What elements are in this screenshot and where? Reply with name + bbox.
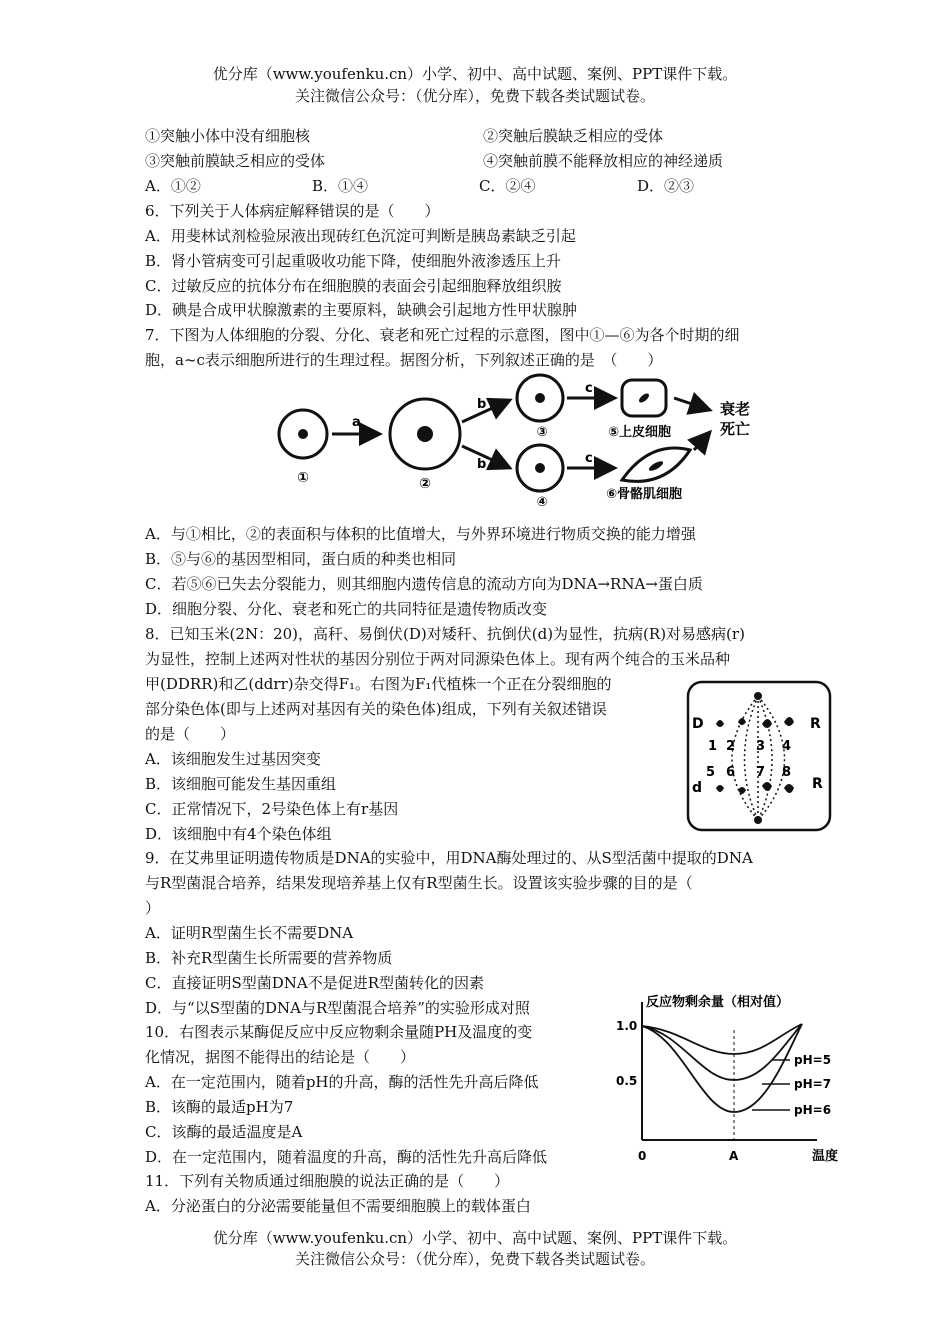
chromosome-5-label: 5 — [706, 765, 716, 780]
q10-option-a: A．在一定范围内，随着pH的升高，酶的活性先升高后降低 — [145, 1073, 539, 1091]
q8-option-d: D．该细胞中有4个染色体组 — [145, 825, 332, 843]
q10-stem-line1: 10．右图表示某酶促反应中反应物剩余量随PH及温度的变 — [145, 1023, 533, 1041]
q5-option-a: A．①② — [145, 177, 201, 195]
q9-option-d: D．与“以S型菌的DNA与R型菌混合培养”的实验形成对照 — [145, 999, 530, 1017]
q8-stem-line5: 的是（ ） — [145, 725, 236, 743]
q5-option-c: C．②④ — [479, 177, 536, 195]
cell-process-diagram — [270, 370, 770, 510]
gene-d-label: d — [692, 780, 703, 796]
q9-option-c: C．直接证明S型菌DNA不是促进R型菌转化的因素 — [145, 974, 485, 992]
q7-stem-line2: 胞，a~c表示细胞所进行的生理过程。据图分析，下列叙述正确的是 （ ） — [145, 351, 663, 369]
q7-option-d: D．细胞分裂、分化、衰老和死亡的共同特征是遗传物质改变 — [145, 600, 548, 618]
page-header-line2: 关注微信公众号：（优分库），免费下载各类试题试卷。 — [294, 87, 655, 105]
page-footer-line2: 关注微信公众号：（优分库），免费下载各类试题试卷。 — [294, 1250, 655, 1268]
y-tick-1: 1.0 — [616, 1019, 638, 1033]
q11-stem: 11．下列有关物质通过细胞膜的说法正确的是（ ） — [145, 1172, 510, 1190]
cell-3-label: ③ — [536, 425, 548, 440]
q9-stem-line3: ） — [145, 899, 161, 917]
q6-option-b: B．肾小管病变可引起重吸收功能下降，使细胞外液渗透压上升 — [145, 252, 562, 270]
q7-option-c: C．若⑤⑥已失去分裂能力，则其细胞内遗传信息的流动方向为DNA→RNA→蛋白质 — [145, 575, 703, 593]
q5-item-1: ①突触小体中没有细胞核 — [145, 127, 311, 145]
q8-option-c: C．正常情况下，2号染色体上有r基因 — [145, 800, 399, 818]
chromosome-4-label: 4 — [782, 739, 792, 754]
legend-ph7: pH=7 — [794, 1077, 832, 1091]
gene-R-label-upper: R — [810, 716, 821, 732]
q6-option-c: C．过敏反应的抗体分布在细胞膜的表面会引起细胞释放组织胺 — [145, 277, 562, 295]
q8-stem-line1: 8．已知玉米(2N：20)，高秆、易倒伏(D)对矮秆、抗倒伏(d)为显性，抗病(R)对易感病(r) — [145, 625, 745, 643]
process-b-label-top: b — [477, 397, 487, 412]
chromosome-8-label: 8 — [782, 765, 792, 780]
cell-5-label: ⑤上皮细胞 — [608, 425, 672, 440]
enzyme-chart — [612, 990, 852, 1168]
q5-item-4: ④突触前膜不能释放相应的神经递质 — [483, 152, 724, 170]
chromosome-2-label: 2 — [726, 739, 736, 754]
q9-option-b: B．补充R型菌生长所需要的营养物质 — [145, 949, 393, 967]
q6-option-d: D．碘是合成甲状腺激素的主要原料，缺碘会引起地方性甲状腺肿 — [145, 301, 578, 319]
q8-stem-line4: 部分染色体(即与上述两对基因有关的染色体)组成，下列有关叙述错误 — [145, 700, 607, 718]
q7-option-b: B．⑤与⑥的基因型相同，蛋白质的种类也相同 — [145, 550, 457, 568]
cell-1 — [279, 410, 327, 458]
x-tick-A: A — [729, 1149, 739, 1163]
q10-stem-line2: 化情况，据图不能得出的结论是（ ） — [145, 1048, 416, 1066]
cell-2 — [390, 399, 460, 469]
process-c-label-top: c — [585, 381, 593, 396]
legend-ph5: pH=5 — [794, 1053, 832, 1067]
gene-R-label-lower: R — [812, 776, 823, 792]
cell-3 — [517, 375, 563, 421]
q6-stem: 6．下列关于人体病症解释错误的是（ ） — [145, 202, 440, 220]
q5-option-b: B．①④ — [312, 177, 369, 195]
q7-stem-line1: 7．下图为人体细胞的分裂、分化、衰老和死亡过程的示意图，图中①—⑥为各个时期的细 — [145, 326, 740, 344]
chromosome-1-label: 1 — [708, 739, 718, 754]
cell-2-label: ② — [419, 476, 431, 492]
cell-6-muscle — [622, 448, 690, 481]
end-death-label: 死亡 — [720, 420, 751, 438]
process-c-label-bottom: c — [585, 451, 593, 466]
q5-option-d: D．②③ — [637, 177, 695, 195]
series-ph5 — [642, 1024, 802, 1054]
end-aging-label: 衰老 — [720, 400, 751, 418]
chromosome-6-label: 6 — [726, 765, 736, 780]
q8-stem-line3: 甲(DDRR)和乙(ddrr)杂交得F₁。右图为F₁代植株一个正在分裂细胞的 — [145, 675, 612, 693]
q10-option-d: D．在一定范围内，随着温度的升高，酶的活性先升高后降低 — [145, 1148, 548, 1166]
q11-option-a: A．分泌蛋白的分泌需要能量但不需要细胞膜上的载体蛋白 — [145, 1197, 531, 1215]
cell-6-label: ⑥骨骼肌细胞 — [606, 487, 683, 502]
q8-option-b: B．该细胞可能发生基因重组 — [145, 775, 337, 793]
q5-item-2: ②突触后膜缺乏相应的受体 — [483, 127, 664, 145]
chromosome-diagram — [686, 680, 832, 832]
q8-option-a: A．该细胞发生过基因突变 — [145, 750, 321, 768]
cell-4 — [517, 445, 563, 491]
chart-title: 反应物剩余量（相对值） — [646, 995, 790, 1010]
y-tick-0-5: 0.5 — [616, 1074, 638, 1088]
q9-option-a: A．证明R型菌生长不需要DNA — [145, 924, 354, 942]
gene-D-label: D — [692, 716, 704, 732]
q7-option-a: A．与①相比，②的表面积与体积的比值增大，与外界环境进行物质交换的能力增强 — [145, 525, 696, 543]
x-tick-0: 0 — [638, 1149, 647, 1163]
x-axis-label: 温度 — [812, 1149, 839, 1164]
legend-ph6: pH=6 — [794, 1103, 832, 1117]
cell-1-label: ① — [297, 470, 309, 486]
cell-5-epithelial — [622, 380, 666, 416]
q10-option-c: C．该酶的最适温度是A — [145, 1123, 303, 1141]
process-a-label: a — [352, 415, 361, 430]
chromosome-7-label: 7 — [756, 765, 766, 780]
page-footer-line1: 优分库（www.youfenku.cn）小学、初中、高中试题、案例、PPT课件下载。 — [212, 1229, 738, 1247]
chromosome-3-label: 3 — [756, 739, 766, 754]
q9-stem-line2: 与R型菌混合培养，结果发现培养基上仅有R型菌生长。设置该实验步骤的目的是（ — [145, 874, 693, 892]
cell-4-label: ④ — [536, 495, 548, 510]
page-header-line1: 优分库（www.youfenku.cn）小学、初中、高中试题、案例、PPT课件下载。 — [212, 65, 738, 83]
q10-option-b: B．该酶的最适pH为7 — [145, 1098, 294, 1116]
q6-option-a: A．用斐林试剂检验尿液出现砖红色沉淀可判断是胰岛素缺乏引起 — [145, 227, 576, 245]
process-b-label-bottom: b — [477, 457, 487, 472]
q5-item-3: ③突触前膜缺乏相应的受体 — [145, 152, 326, 170]
q8-stem-line2: 为显性，控制上述两对性状的基因分别位于两对同源染色体上。现有两个纯合的玉米品种 — [145, 650, 731, 668]
q9-stem-line1: 9．在艾弗里证明遗传物质是DNA的实验中，用DNA酶处理过的、从S型活菌中提取的DNA — [145, 849, 753, 867]
